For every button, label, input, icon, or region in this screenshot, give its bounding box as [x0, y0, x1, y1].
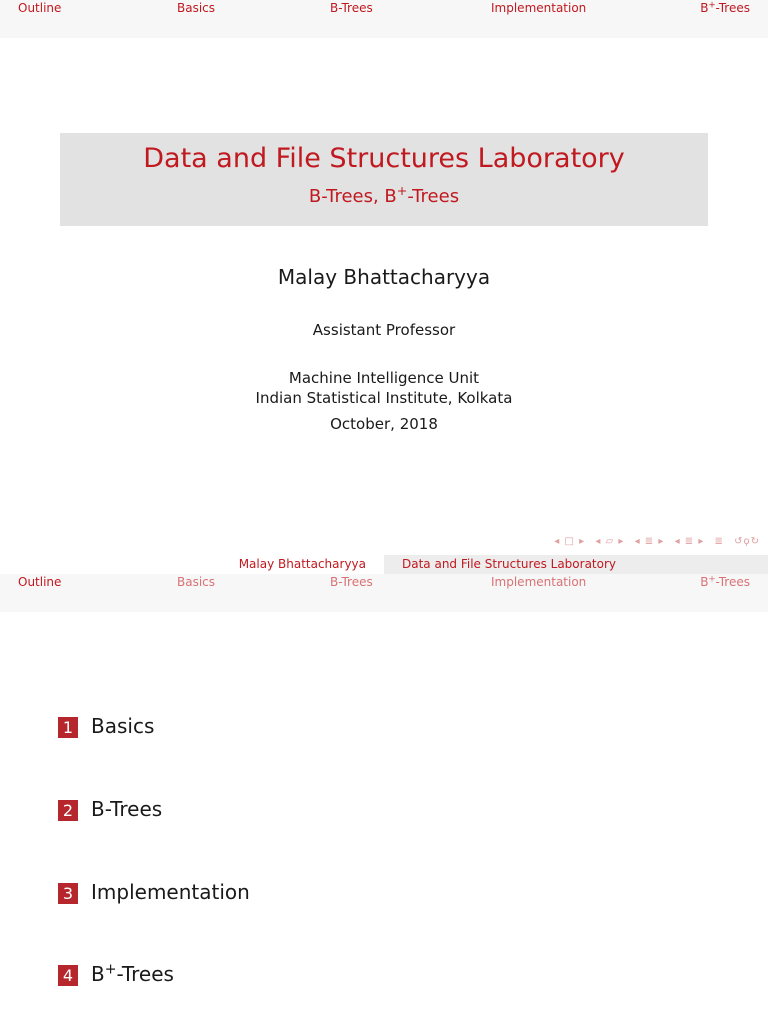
- toc-label[interactable]: Basics: [91, 714, 155, 738]
- slide-subtitle: [60, 183, 708, 207]
- slide-footer: [0, 555, 768, 574]
- toc-label[interactable]: Implementation: [91, 880, 250, 904]
- nav-search-icon[interactable]: ↺ϙ↻: [734, 536, 760, 547]
- footer-title: Data and File Structures Laboratory: [402, 557, 617, 571]
- nav-bplus-sup: +: [708, 0, 716, 10]
- nav-frame-icon[interactable]: ◂ □ ▸: [554, 536, 586, 547]
- institute-name: Indian Statistical Institute, Kolkata: [255, 389, 513, 407]
- slide-title: Data and File Structures Laboratory: [143, 143, 625, 174]
- nav-bplus-prefix: B: [700, 1, 709, 15]
- author-role: Assistant Professor: [312, 321, 456, 339]
- toc-number-badge: 3: [58, 883, 78, 904]
- footer-author-panel: [0, 555, 384, 574]
- institute-unit: Machine Intelligence Unit: [288, 369, 480, 387]
- nav-btrees[interactable]: B-Trees: [330, 1, 373, 15]
- nav-part-icon[interactable]: ◂ ≣ ▸: [674, 536, 705, 547]
- nav-bplus-suffix: -Trees: [715, 1, 750, 15]
- toc-label[interactable]: [91, 962, 174, 986]
- author-name: Malay Bhattacharyya: [277, 265, 491, 289]
- section-navbar-second: [0, 574, 768, 612]
- nav-section-icon[interactable]: ◂ ≣ ▸: [634, 536, 665, 547]
- toc-number-badge: 2: [58, 800, 78, 821]
- nav-basics[interactable]: Basics: [177, 575, 216, 589]
- nav-bplus-trees[interactable]: [700, 575, 750, 589]
- nav-bplus-sup: +: [708, 573, 716, 584]
- toc-label-sup: +: [104, 961, 117, 978]
- subtitle-prefix: B-Trees, B: [308, 186, 397, 207]
- title-box: [60, 133, 708, 226]
- nav-bplus-suffix: -Trees: [715, 575, 750, 589]
- toc-label-prefix: B: [91, 962, 105, 986]
- footer-title-panel: [384, 555, 768, 574]
- nav-basics[interactable]: Basics: [177, 1, 216, 15]
- nav-implementation[interactable]: Implementation: [491, 575, 587, 589]
- nav-subsection-icon[interactable]: ◂ ▱ ▸: [595, 536, 625, 547]
- subtitle-suffix: -Trees: [407, 186, 460, 207]
- nav-bplus-trees[interactable]: [700, 1, 750, 15]
- nav-bplus-prefix: B: [700, 575, 709, 589]
- beamer-nav-symbols: [548, 536, 760, 547]
- footer-author: Malay Bhattacharyya: [238, 557, 366, 571]
- nav-implementation[interactable]: Implementation: [491, 1, 587, 15]
- nav-appendix-icon[interactable]: ≣: [714, 536, 724, 547]
- toc-label-suffix: -Trees: [116, 962, 174, 986]
- toc-number-badge: 4: [58, 965, 78, 986]
- nav-btrees[interactable]: B-Trees: [330, 575, 373, 589]
- nav-outline[interactable]: Outline: [18, 1, 62, 15]
- section-navbar-top: [0, 0, 768, 38]
- toc-number-badge: 1: [58, 717, 78, 738]
- toc-label[interactable]: B-Trees: [91, 797, 163, 821]
- presentation-date: October, 2018: [330, 415, 438, 433]
- nav-outline-active[interactable]: Outline: [18, 575, 62, 589]
- subtitle-sup: +: [396, 183, 408, 199]
